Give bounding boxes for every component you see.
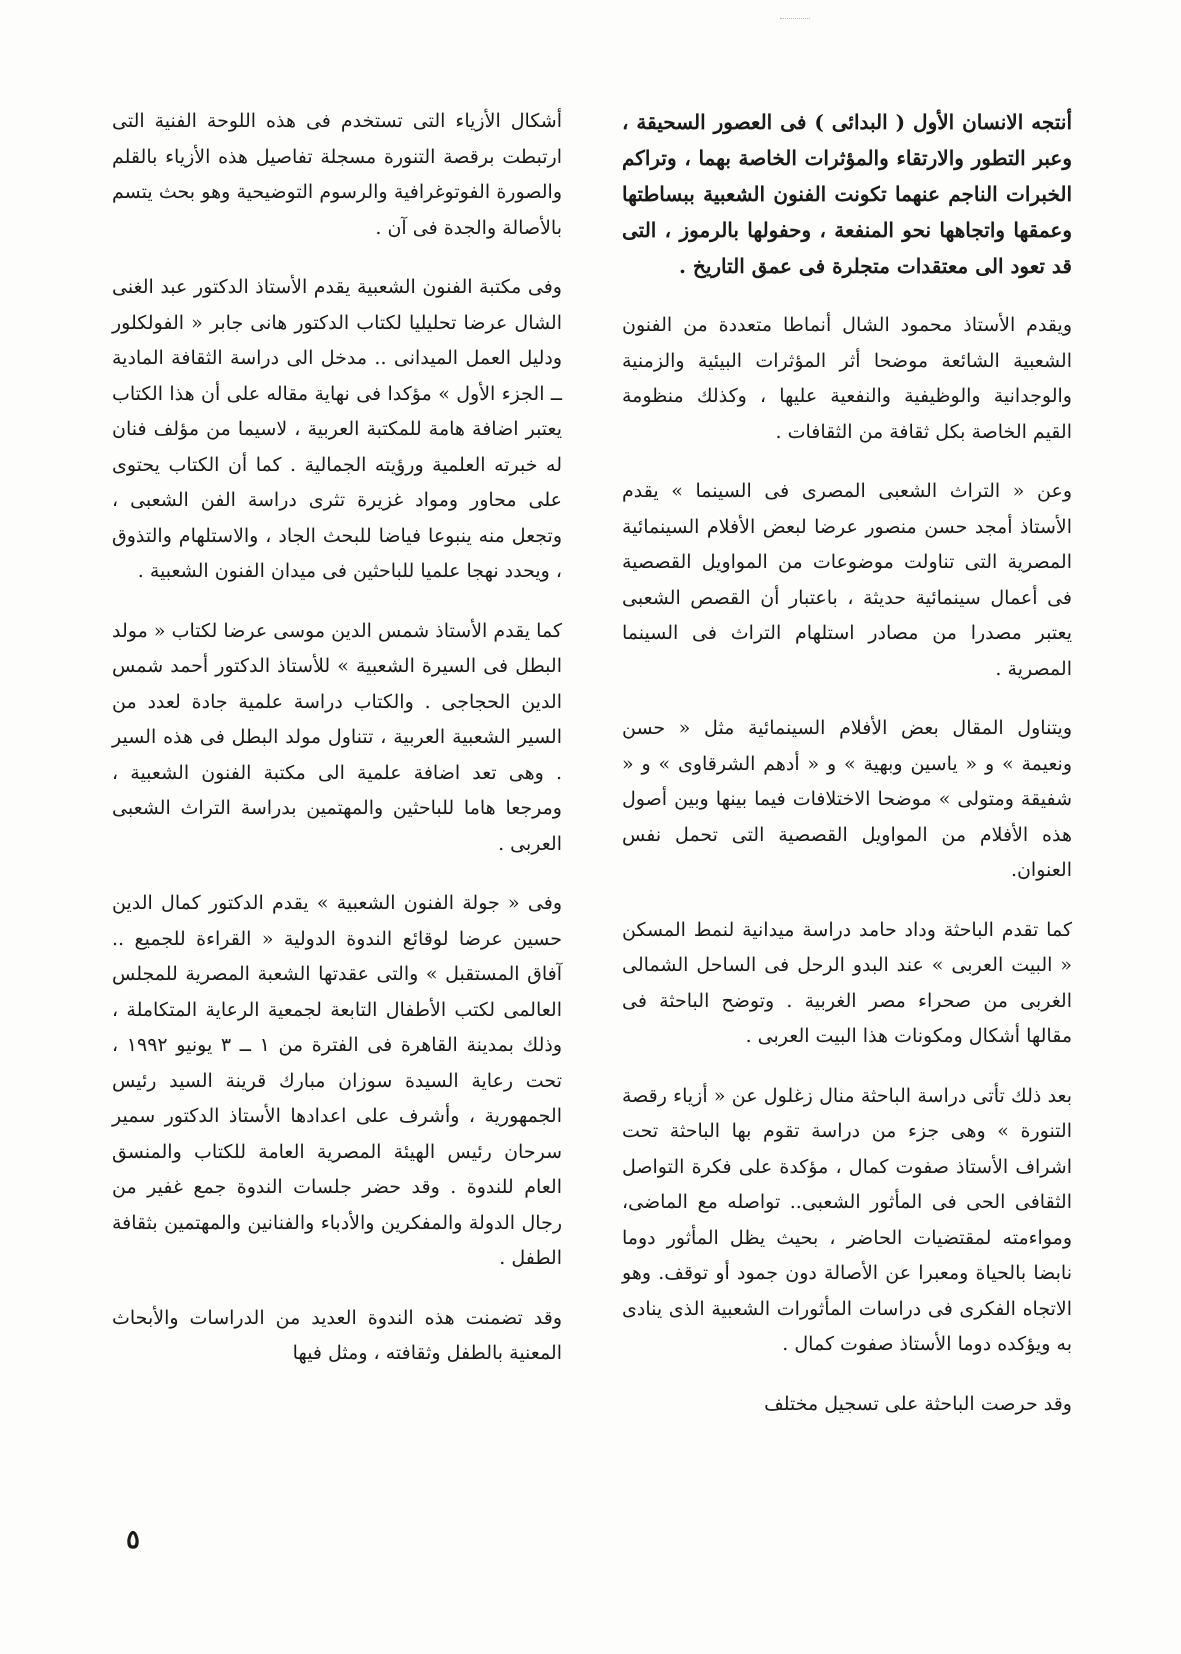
left-text-column xyxy=(112,104,562,1396)
paragraph: وقد حرصت الباحثة على تسجيل مختلف xyxy=(764,1392,1072,1415)
paragraph: أنتجه الانسان الأول ( البدائى ) فى العصور السحيقة ، وعبر التطور والارتقاء والمؤثرات الخاصة بهما ، وتراكم الخبرات الناجم عنهما تكونت الفنون الشعبية ببساطتها وعمقها واتجاهها نحو المنفعة ، وحفولها بالرموز ، التى قد تعود الى معتقدات متجلرة فى عمق التاريخ . xyxy=(622,110,1072,278)
paragraph: بعد ذلك تأتى دراسة الباحثة منال زغلول عن « أزياء رقصة التنورة » وهى جزء من دراسة تقوم بها الباحثة تحت اشراف الأستاذ صفوت كمال ، مؤكدة على فكرة التواصل الثقافى الحى فى المأثور الشعبى.. تواصله مع الماضى، ومواءمته لمقتضيات الحاضر ، بحيث يظل المأثور دوما نابضا بالحياة ومعبرا عن الأصالة دون جمود أو توقف. وهو الاتجاه الفكرى فى دراسات المأثورات الشعبية الذى ينادى به ويؤكده دوما الأستاذ صفوت كمال . xyxy=(622,1084,1072,1355)
paragraph: وفى مكتبة الفنون الشعبية يقدم الأستاذ الدكتور عبد الغنى الشال عرضا تحليليا لكتاب الدكتور هانى جابر « الفولكلور ودليل العمل الميدانى .. مدخل الى دراسة الثقافة المادية ــ الجزء الأول » مؤكدا فى نهاية مقاله على أن هذا الكتاب يعتبر اضافة هامة للمكتبة العربية ، لاسيما من مؤلف فنان له خبرته العلمية ورؤيته الجمالية . كما أن الكتاب يحتوى على محاور ومواد غزيرة تثرى دراسة الفن الشعبى ، وتجعل منه ينبوعا فياضا للبحث الجاد ، والاستلهام والتذوق ، ويحدد نهجا علميا للباحثين فى ميدان الفنون الشعبية . xyxy=(112,276,562,582)
right-text-column xyxy=(622,104,1072,1446)
paragraph: وقد تضمنت هذه الندوة العديد من الدراسات والأبحاث المعنية بالطفل وثقافته ، ومثل فيها xyxy=(112,1306,562,1364)
paragraph: ويتناول المقال بعض الأفلام السينمائية مثل « حسن ونعيمة » و « ياسين وبهية » و « أدهم الشرقاوى » و « شفيقة ومتولى » موضحا الاختلافات فيما بينها وبين أصول هذه الأفلام من المواويل القصصية التى تحمل نفس العنوان. xyxy=(622,717,1072,881)
paragraph: أشكال الأزياء التى تستخدم فى هذه اللوحة الفنية التى ارتبطت برقصة التنورة مسجلة تفاصيل هذه الأزياء بالقلم والصورة الفوتوغرافية والرسوم التوضيحية وهو بحث يتسم بالأصالة والجدة فى آن . xyxy=(112,110,562,239)
paragraph: كما تقدم الباحثة وداد حامد دراسة ميدانية لنمط المسكن « البيت العربى » عند البدو الرحل فى الساحل الشمالى الغربى من صحراء مصر الغربية . وتوضح الباحثة فى مقالها أشكال ومكونات هذا البيت العربى . xyxy=(622,918,1072,1047)
page-number: ٥ xyxy=(126,1525,140,1555)
paragraph: وعن « التراث الشعبى المصرى فى السينما » يقدم الأستاذ أمجد حسن منصور عرضا لبعض الأفلام السينمائية المصرية التى تناولت موضوعات من المواويل القصصية فى أعمال سينمائية حديثة ، باعتبار أن القصص الشعبى يعتبر مصدرا من مصادر استلهام التراث فى السينما المصرية . xyxy=(622,480,1072,680)
paragraph: ويقدم الأستاذ محمود الشال أنماطا متعددة من الفنون الشعبية الشائعة موضحا أثر المؤثرات البيئية والزمنية والوجدانية والوظيفية والنفعية عليها ، وكذلك منظومة القيم الخاصة بكل ثقافة من الثقافات . xyxy=(622,314,1072,443)
paragraph: وفى « جولة الفنون الشعبية » يقدم الدكتور كمال الدين حسين عرضا لوقائع الندوة الدولية « القراءة للجميع .. آفاق المستقبل » والتى عقدتها الشعبة المصرية للمجلس العالمى لكتب الأطفال التابعة لجمعية الرعاية المتكاملة ، وذلك بمدينة القاهرة فى الفترة من ١ ــ ٣ يونيو ١٩٩٢ ، تحت رعاية السيدة سوزان مبارك قرينة السيد رئيس الجمهورية ، وأشرف على اعدادها الأستاذ الدكتور سمير سرحان رئيس الهيئة المصرية العامة للكتاب والمنسق العام للندوة . وقد حضر جلسات الندوة جمع غفير من رجال الدولة والمفكرين والأدباء والفنانين والمهتمين بثقافة الطفل . xyxy=(112,892,562,1269)
paragraph: كما يقدم الأستاذ شمس الدين موسى عرضا لكتاب « مولد البطل فى السيرة الشعبية » للأستاذ الدكتور أحمد شمس الدين الحجاجى . والكتاب دراسة علمية جادة لعدد من السير الشعبية العربية ، تتناول مولد البطل فى هذه السير . وهى تعد اضافة علمية الى مكتبة الفنون الشعبية ، ومرجعا هاما للباحثين والمهتمين بدراسة التراث الشعبى العربى . xyxy=(112,619,562,855)
scan-mark xyxy=(780,18,810,21)
